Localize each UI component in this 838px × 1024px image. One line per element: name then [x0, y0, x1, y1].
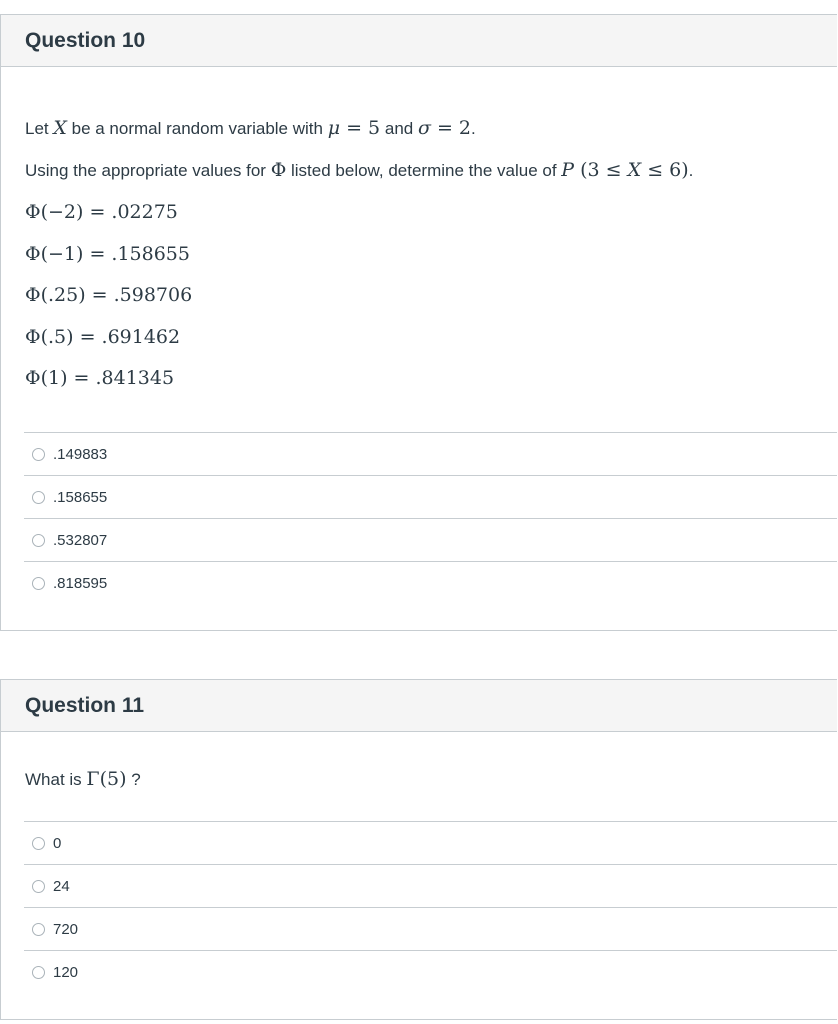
question-header: [1, 680, 837, 732]
answer-label: .158655: [53, 488, 108, 506]
answer-list: [24, 821, 837, 993]
radio-button-icon[interactable]: [32, 966, 45, 979]
question-prompt-line-2: Using the appropriate values for Φ listed below, determine the value of P (3 ≤ X ≤ 6).: [25, 159, 694, 181]
phi-value: Φ(1) = .841345: [25, 367, 175, 389]
radio-button-icon[interactable]: [32, 534, 45, 547]
radio-button-icon[interactable]: [32, 837, 45, 850]
answer-list: [24, 432, 837, 604]
question-title: Question 11: [25, 693, 145, 717]
answer-label: .532807: [53, 531, 108, 549]
radio-button-icon[interactable]: [32, 880, 45, 893]
answer-option[interactable]: [24, 864, 837, 907]
question-prompt-line-1: Let X be a normal random variable with μ = 5 and σ = 2.: [25, 117, 476, 139]
answer-label: 720: [53, 920, 79, 938]
answer-label: .149883: [53, 445, 108, 463]
radio-button-icon[interactable]: [32, 923, 45, 936]
question-title: Question 10: [25, 28, 146, 52]
radio-button-icon[interactable]: [32, 448, 45, 461]
phi-value: Φ(.5) = .691462: [25, 326, 181, 348]
answer-label: 0: [53, 834, 62, 852]
answer-option[interactable]: [24, 907, 837, 950]
question-header: [1, 15, 837, 67]
answer-option[interactable]: [24, 821, 837, 864]
question-prompt: What is Γ(5) ?: [25, 768, 141, 790]
question-11-card: [0, 679, 837, 1020]
answer-label: .818595: [53, 574, 108, 592]
answer-option[interactable]: [24, 950, 837, 993]
answer-label: 120: [53, 963, 79, 981]
radio-button-icon[interactable]: [32, 577, 45, 590]
answer-option[interactable]: [24, 475, 837, 518]
answer-option[interactable]: [24, 432, 837, 475]
phi-value: Φ(−2) = .02275: [25, 201, 178, 223]
answer-label: 24: [53, 877, 70, 895]
radio-button-icon[interactable]: [32, 491, 45, 504]
answer-option[interactable]: [24, 518, 837, 561]
question-10-card: [0, 14, 837, 631]
phi-value: Φ(.25) = .598706: [25, 284, 193, 306]
phi-value: Φ(−1) = .158655: [25, 243, 190, 265]
answer-option[interactable]: [24, 561, 837, 604]
